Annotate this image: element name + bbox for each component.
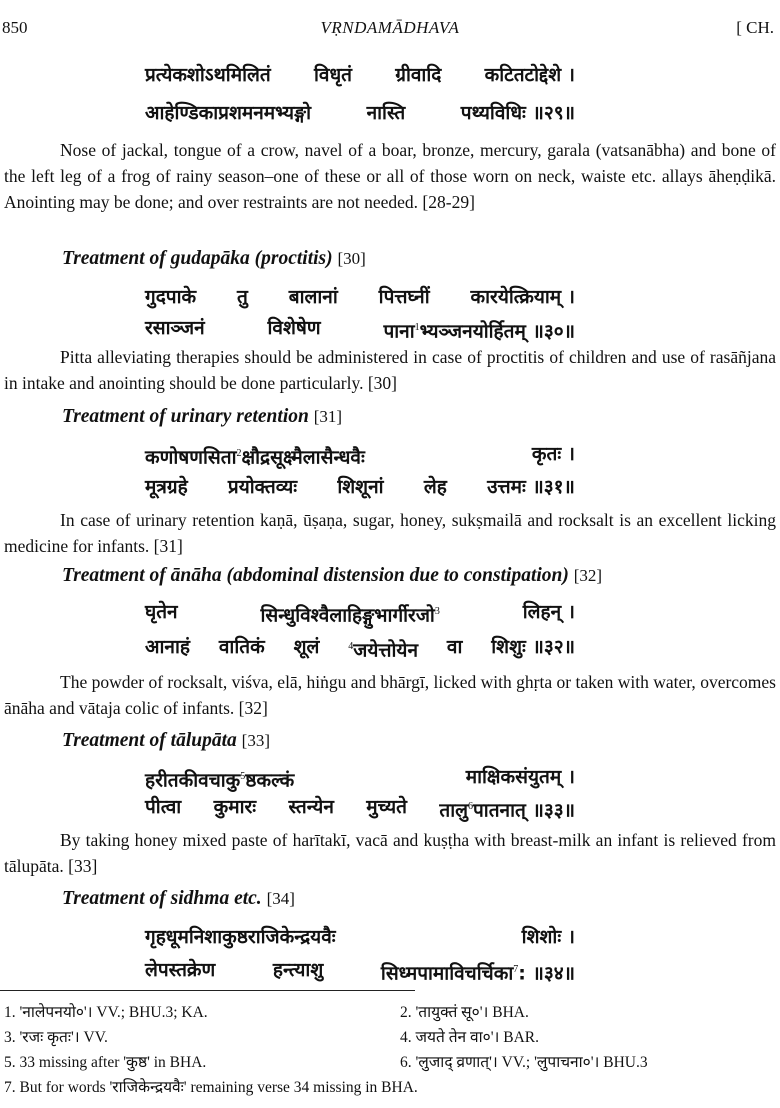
verse-text: उत्तमः ॥३१॥: [487, 476, 575, 498]
verse-text: लेह: [423, 476, 447, 498]
verse-word: [314, 62, 352, 88]
footnote: 5. 33 missing after 'कुष्ठ' in BHA.: [4, 1054, 207, 1071]
verse-word: [337, 474, 383, 500]
translation-paragraph: By taking honey mixed paste of harītakī, vacā and kuṣṭha with breast-milk an infant is relieved from tālupāta. [33]: [4, 830, 776, 876]
verse-line: [145, 924, 575, 950]
verse-text: शिशोः ।: [521, 926, 575, 948]
verse-word: [145, 100, 311, 126]
verse-text: कारयेत्क्रियाम् ।: [470, 286, 575, 308]
verse-ref: [31]: [313, 407, 343, 426]
verse-word: [145, 764, 294, 793]
footnote: 4. जयते तेन वा०'। BAR.: [400, 1029, 539, 1046]
verse-word: [379, 284, 430, 310]
verse-text: गृहधूमनिशाकुष्ठराजिकेन्द्रयवैः: [145, 926, 336, 948]
footnote-marker: 3: [434, 606, 440, 617]
verse-text: क्षौद्रसूक्ष्मैलासैन्धवैः: [241, 446, 365, 469]
verse-text: भ्यञ्जनयोर्हितम् ॥३०॥: [419, 320, 575, 343]
verse-word: [424, 474, 447, 500]
verse-word: [289, 284, 338, 310]
footnote-marker: 1: [414, 322, 420, 333]
section-heading: [62, 888, 295, 910]
footnote-marker: 6: [468, 801, 474, 812]
verse-text: पित्तघ्नीं: [378, 286, 430, 308]
verse-text: ग्रीवादि: [395, 64, 442, 86]
verse-text: घृतेन: [145, 601, 178, 623]
verse-word: [522, 924, 575, 950]
translation-paragraph: Nose of jackal, tongue of a crow, navel of a boar, bronze, mercury, garala (vatsanābha) and bone of the left leg of a frog of rainy season–one of these or all of those worn on neck, waiste etc. allays āheṇḍikā. Anointing may be done; and over restraints are not needed. [28-29]: [4, 140, 776, 212]
verse-word: [294, 634, 320, 663]
section-heading: [62, 248, 366, 270]
verse-word: [447, 634, 463, 663]
verse-text: हरीतकीवचाकु: [145, 769, 241, 792]
verse-ref: [33]: [241, 731, 270, 750]
footnote: 6. 'लुजाद् व्रणात्'। VV.; 'लुपाचना०'। BHU.3: [400, 1054, 648, 1071]
verse-ref: [32]: [573, 566, 603, 585]
verse-text: शिशूनां: [337, 476, 384, 498]
verse-line: [145, 315, 575, 344]
heading-title: Treatment of urinary retention: [62, 406, 309, 427]
verse-text: पीत्वा: [145, 796, 182, 818]
verse-text: सिन्धुविश्वैलाहिङ्गुभार्गीरजो: [260, 604, 435, 627]
verse-text: तालु: [439, 799, 469, 822]
verse-text: सिध्मपामाविचर्चिका: [380, 962, 514, 985]
verse-word: [260, 599, 439, 628]
verse-line: [145, 599, 575, 628]
verse-word: [491, 634, 575, 663]
section-heading: [62, 730, 270, 752]
verse-word: [219, 634, 265, 663]
verse-line: [145, 100, 575, 126]
heading-title: Treatment of ānāha (abdominal distension due to constipation): [62, 565, 569, 586]
verse-text: प्रत्येकशोऽथमिलितं: [145, 64, 271, 86]
verse-word: [273, 957, 323, 986]
verse-ref: [34]: [266, 889, 295, 908]
verse-ref: [30]: [337, 249, 366, 268]
verse-line: [145, 957, 575, 986]
footnote-divider: [0, 990, 415, 991]
verse-word: [145, 957, 215, 986]
verse-text: कणोषणसिता: [145, 446, 237, 469]
verse-word: [383, 315, 575, 344]
verse-text: गुदपाके: [145, 286, 197, 308]
verse-word: [145, 315, 205, 344]
verse-word: [145, 794, 181, 823]
footnote: 3. 'रजः कृतः'। VV.: [4, 1029, 108, 1046]
verse-line: [145, 474, 575, 500]
verse-text: लिहन् ।: [522, 601, 575, 623]
verse-text: हन्त्याशु: [272, 959, 324, 981]
heading-title: Treatment of gudapāka (proctitis): [62, 248, 333, 269]
verse-word: [145, 62, 271, 88]
verse-text: मूत्रग्रहे: [145, 476, 188, 498]
verse-line: [145, 764, 575, 793]
translation-paragraph: Pitta alleviating therapies should be administered in case of proctitis of children and use of rasāñjana in intake and anointing should be done particularly. [30]: [4, 347, 776, 393]
verse-word: [145, 634, 190, 663]
verse-word: [367, 100, 406, 126]
section-heading: [62, 406, 342, 428]
heading-title: Treatment of tālupāta: [62, 730, 237, 751]
running-title: VṚNDAMĀDHAVA: [320, 18, 460, 37]
section-heading: [62, 565, 602, 587]
verse-word: [487, 474, 575, 500]
verse-text: आनाहं: [145, 636, 190, 658]
translation-paragraph: The powder of rocksalt, viśva, elā, hiṅgu and bhārgī, licked with ghṛta or taken with water, overcomes ānāha and vātaja colic of infants. [32]: [4, 672, 776, 718]
chapter-marker: [ CH.: [736, 18, 774, 37]
footnote-marker: 7: [513, 964, 519, 975]
verse-line: [145, 284, 575, 310]
verse-word: [268, 315, 321, 344]
verse-text: शूलं: [293, 636, 320, 658]
verse-word: [348, 634, 418, 663]
verse-text: शिशुः ॥३२॥: [491, 636, 575, 658]
footnote: 2. 'तायुक्तं सू०'। BHA.: [400, 1004, 529, 1021]
verse-text: ष्ठकल्कं: [245, 769, 295, 792]
verse-text: विधृतं: [313, 64, 352, 86]
footnote: 7. But for words 'राजिकेन्द्रयवैः' remaining verse 34 missing in BHA.: [4, 1079, 418, 1096]
verse-text: बालानां: [288, 286, 338, 308]
verse-word: [439, 794, 575, 823]
verse-text: मुच्यते: [366, 796, 407, 818]
verse-text: स्तन्येन: [288, 796, 334, 818]
verse-word: [214, 794, 256, 823]
verse-text: : ॥३४॥: [518, 962, 575, 985]
verse-word: [471, 284, 575, 310]
verse-word: [145, 441, 365, 470]
verse-word: [461, 100, 575, 126]
verse-word: [466, 764, 575, 793]
translation-paragraph: In case of urinary retention kaṇā, ūṣaṇa, sugar, honey, sukṣmailā and rocksalt is an excellent licking medicine for infants. [31]: [4, 510, 776, 556]
verse-line: [145, 441, 575, 470]
verse-text: वा: [446, 636, 463, 658]
verse-text: आहेण्डिकाप्रशमनमभ्यङ्गो: [145, 102, 312, 124]
verse-text: विशेषेण: [267, 317, 321, 339]
verse-text: पातनात् ॥३३॥: [473, 799, 575, 822]
verse-word: [381, 957, 575, 986]
verse-word: [237, 284, 248, 310]
footnote-marker: 5: [240, 771, 246, 782]
verse-word: [228, 474, 297, 500]
verse-text: प्रयोक्तव्यः: [227, 476, 298, 498]
verse-word: [523, 599, 575, 628]
heading-title: Treatment of sidhma etc.: [62, 888, 262, 909]
footnote-marker: 4: [348, 641, 354, 652]
footnote: 1. 'नालेपनयो०'। VV.; BHU.3; KA.: [4, 1004, 208, 1021]
verse-text: तु: [236, 286, 248, 308]
verse-word: [145, 599, 178, 628]
verse-text: नास्ति: [366, 102, 406, 124]
verse-word: [395, 62, 441, 88]
verse-word: [485, 62, 575, 88]
verse-text: लेपस्तक्रेण: [145, 959, 216, 981]
verse-line: [145, 794, 575, 823]
verse-text: कृतः ।: [531, 443, 575, 465]
verse-word: [532, 441, 575, 470]
verse-word: [145, 924, 336, 950]
verse-line: [145, 62, 575, 88]
verse-text: माक्षिकसंयुतम् ।: [465, 766, 575, 788]
verse-text: वातिकं: [218, 636, 265, 658]
verse-line: [145, 634, 575, 663]
page-number: 850: [2, 18, 28, 37]
verse-word: [288, 794, 333, 823]
verse-text: कटितटोद्देशे ।: [484, 64, 575, 86]
footnote-marker: 2: [236, 448, 242, 459]
verse-text: जयेत्तोयेन: [353, 639, 418, 662]
verse-text: रसाञ्जनं: [145, 317, 205, 339]
verse-word: [145, 474, 188, 500]
verse-text: कुमारः: [213, 796, 257, 818]
verse-word: [145, 284, 196, 310]
verse-word: [366, 794, 407, 823]
verse-text: पाना: [383, 320, 415, 343]
verse-text: पथ्यविधिः ॥२९॥: [460, 102, 575, 124]
